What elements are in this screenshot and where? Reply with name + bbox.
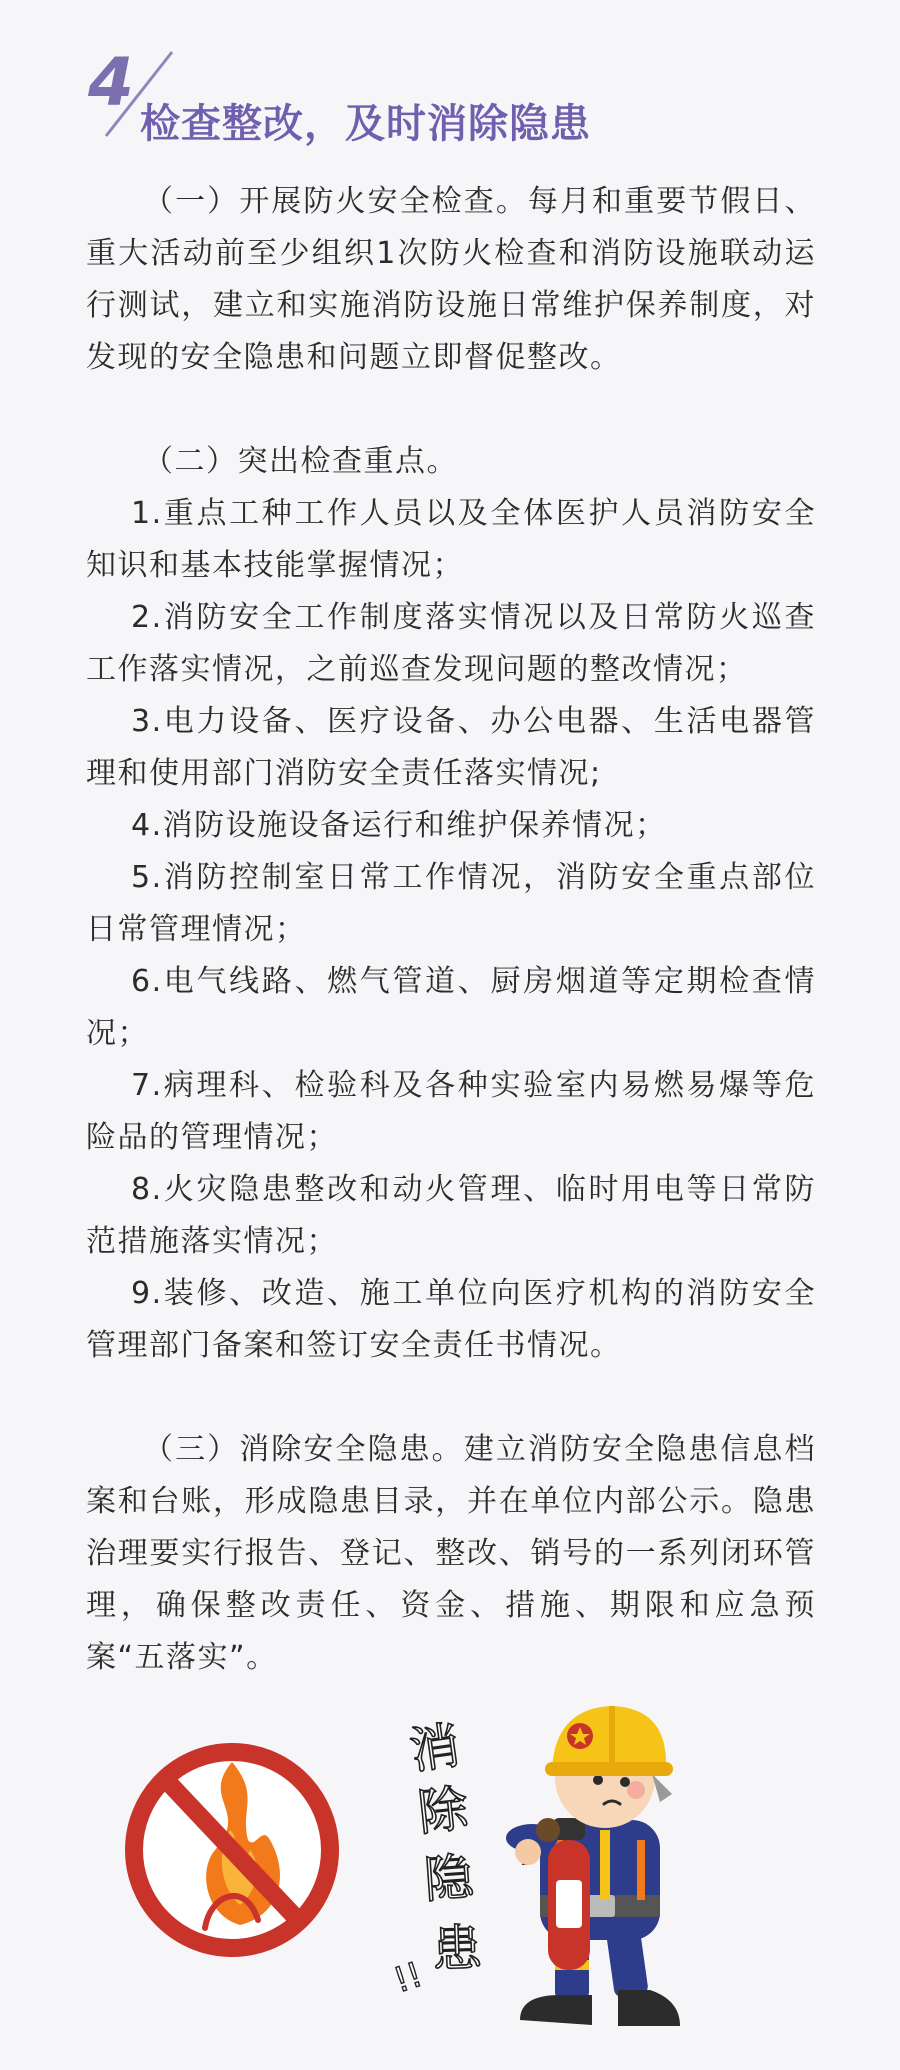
subsection-title: （二）突出检查重点。: [143, 444, 458, 479]
paragraph-eliminate-hazards: （三）消除安全隐患。建立消防安全隐患信息档案和台账，形成隐患目录，并在单位内部公示。隐患治理要实行报告、登记、整改、销号的一系列闭环管理，确保整改责任、资金、措施、期限和应急预案“五落实”。: [86, 1432, 816, 1675]
list-item: 2.消防安全工作制度落实情况以及日常防火巡查工作落实情况，之前巡查发现问题的整改情况；: [86, 600, 816, 687]
list-item: 5.消防控制室日常工作情况，消防安全重点部位日常管理情况；: [86, 860, 816, 947]
list-item: 4.消防设施设备运行和维护保养情况；: [131, 808, 667, 843]
illustration: [0, 1690, 900, 2070]
slogan-char: 消: [406, 1716, 464, 1781]
firefighter-illustration: [506, 1706, 680, 2026]
slogan-char: 除: [415, 1779, 471, 1843]
section-header: [88, 46, 708, 156]
exclaim-mark: !!: [389, 1954, 428, 2002]
list-item: 9.装修、改造、施工单位向医疗机构的消防安全管理部门备案和签订安全责任书情况。: [86, 1276, 816, 1363]
slogan-char: 隐: [421, 1847, 476, 1910]
list-item: 8.火灾隐患整改和动火管理、临时用电等日常防范措施落实情况；: [86, 1172, 816, 1259]
list-item: 3.电力设备、医疗设备、办公电器、生活电器管理和使用部门消防安全责任落实情况;: [86, 704, 816, 791]
list-item: 1.重点工种工作人员以及全体医护人员消防安全知识和基本技能掌握情况；: [86, 496, 816, 583]
no-fire-icon: [134, 1752, 330, 1948]
slogan: [389, 1716, 484, 2001]
list-item: 7.病理科、检验科及各种实验室内易燃易爆等危险品的管理情况；: [86, 1068, 816, 1155]
slogan-char: 患: [430, 1918, 483, 1979]
section-number: 4: [88, 44, 134, 121]
page-title: 检查整改，及时消除隐患: [140, 101, 591, 147]
article-body: [86, 176, 816, 1684]
list-item: 6.电气线路、燃气管道、厨房烟道等定期检查情况；: [86, 964, 816, 1051]
paragraph-inspection: （一）开展防火安全检查。每月和重要节假日、重大活动前至少组织1次防火检查和消防设施联动运行测试，建立和实施消防设施日常维护保养制度，对发现的安全隐患和问题立即督促整改。: [86, 184, 816, 375]
